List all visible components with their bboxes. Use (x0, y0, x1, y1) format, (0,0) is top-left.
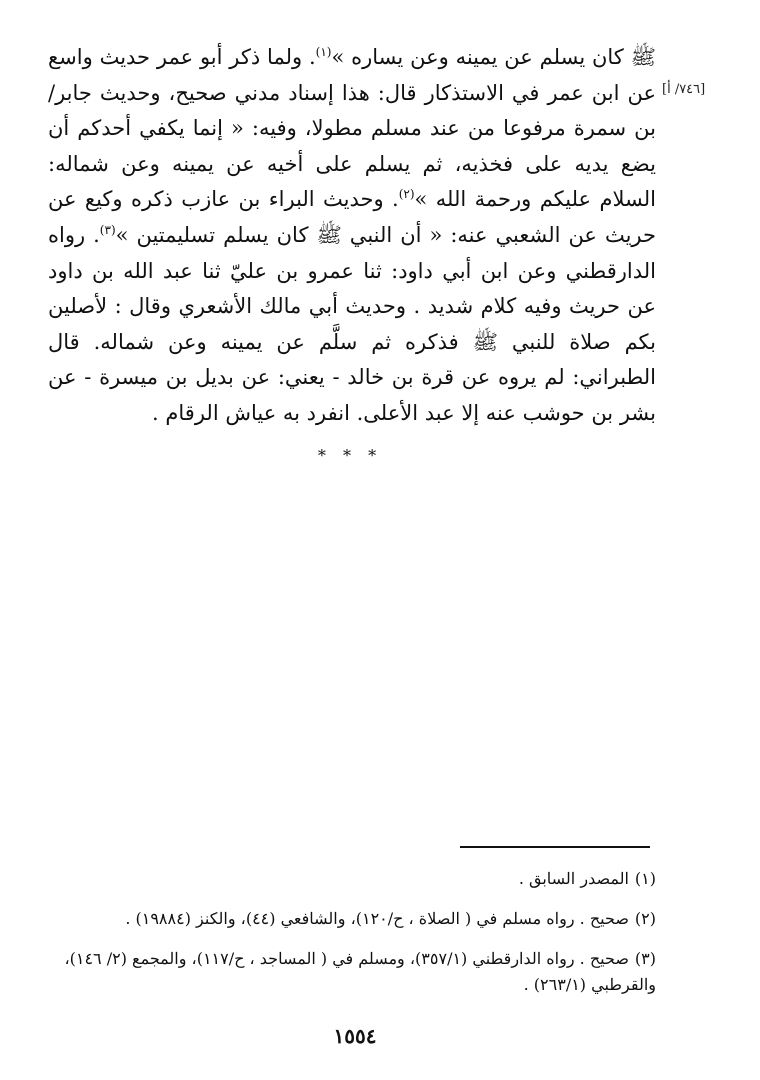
manuscript-folio-reference: [٧٤٦/ أ] (662, 82, 706, 97)
footnote-marker-3[interactable]: (٣) (99, 222, 116, 237)
footnote-number: (٢) (634, 909, 656, 928)
footnote-item (60, 946, 656, 998)
section-break-stars: * * * (317, 446, 383, 465)
footnote-divider (460, 846, 650, 848)
footnote-item (60, 906, 656, 932)
main-body-text (48, 40, 656, 432)
body-segment: . وحديث البراء بن عازب ذكره وكيع عن حريث عن الشعبي عنه: « أن النبي ﷺ كان يسلم تسليمتين » (48, 187, 656, 247)
footnote-number: (٣) (634, 949, 656, 968)
footnote-number: (١) (634, 869, 656, 888)
footnotes-section (60, 866, 656, 1012)
footnote-text: صحيح . رواه الدارقطني (٣٥٧/١)، ومسلم في ( المساجد ، ح/١١٧)، والمجمع (٢/ ١٤٦)، والقرطبي (٢٦٣/١) . (64, 949, 656, 994)
footnote-marker-1[interactable]: (١) (315, 45, 332, 59)
body-segment: ﷺ كان يسلم عن يمينه وعن يساره » (331, 45, 656, 69)
body-segment: . رواه الدارقطني وعن ابن أبي داود: ثنا عمرو بن عليّ ثنا عبد الله بن داود عن حريث وفيه كلام شديد . وحديث أبي مالك الأشعري وقال : لأصلين بكم صلاة للنبي ﷺ فذكره ثم سلَّم عن يمينه وعن شماله. قال الطبراني: لم يروه عن قرة بن خالد - يعني: عن بديل بن ميسرة - عن بشر بن حوشب عنه إلا عبد الأعلى. انفرد به عياش الرقام . (48, 222, 656, 425)
footnote-marker-2[interactable]: (٢) (398, 187, 415, 202)
footnote-item (60, 866, 656, 892)
footnote-text: المصدر السابق . (518, 869, 629, 888)
footnote-text: صحيح . رواه مسلم في ( الصلاة ، ح/١٢٠)، والشافعي (٤٤)، والكنز (١٩٨٨٤) . (125, 909, 629, 928)
main-paragraph (48, 40, 656, 432)
body-segment: . ولما ذكر أبو عمر حديث واسع عن ابن عمر في الاستذكار قال: هذا إسناد مدني صحيح، وحديث جابر/ بن سمرة مرفوعا من عند مسلم مطولا، وفيه: « إنما يكفي أحدكم أن يضع يديه على فخذيه، ثم يسلم على أخيه عن يمينه وعن شماله: السلام عليكم ورحمة الله » (48, 45, 656, 212)
page-number: ١٥٥٤ (333, 1024, 377, 1048)
